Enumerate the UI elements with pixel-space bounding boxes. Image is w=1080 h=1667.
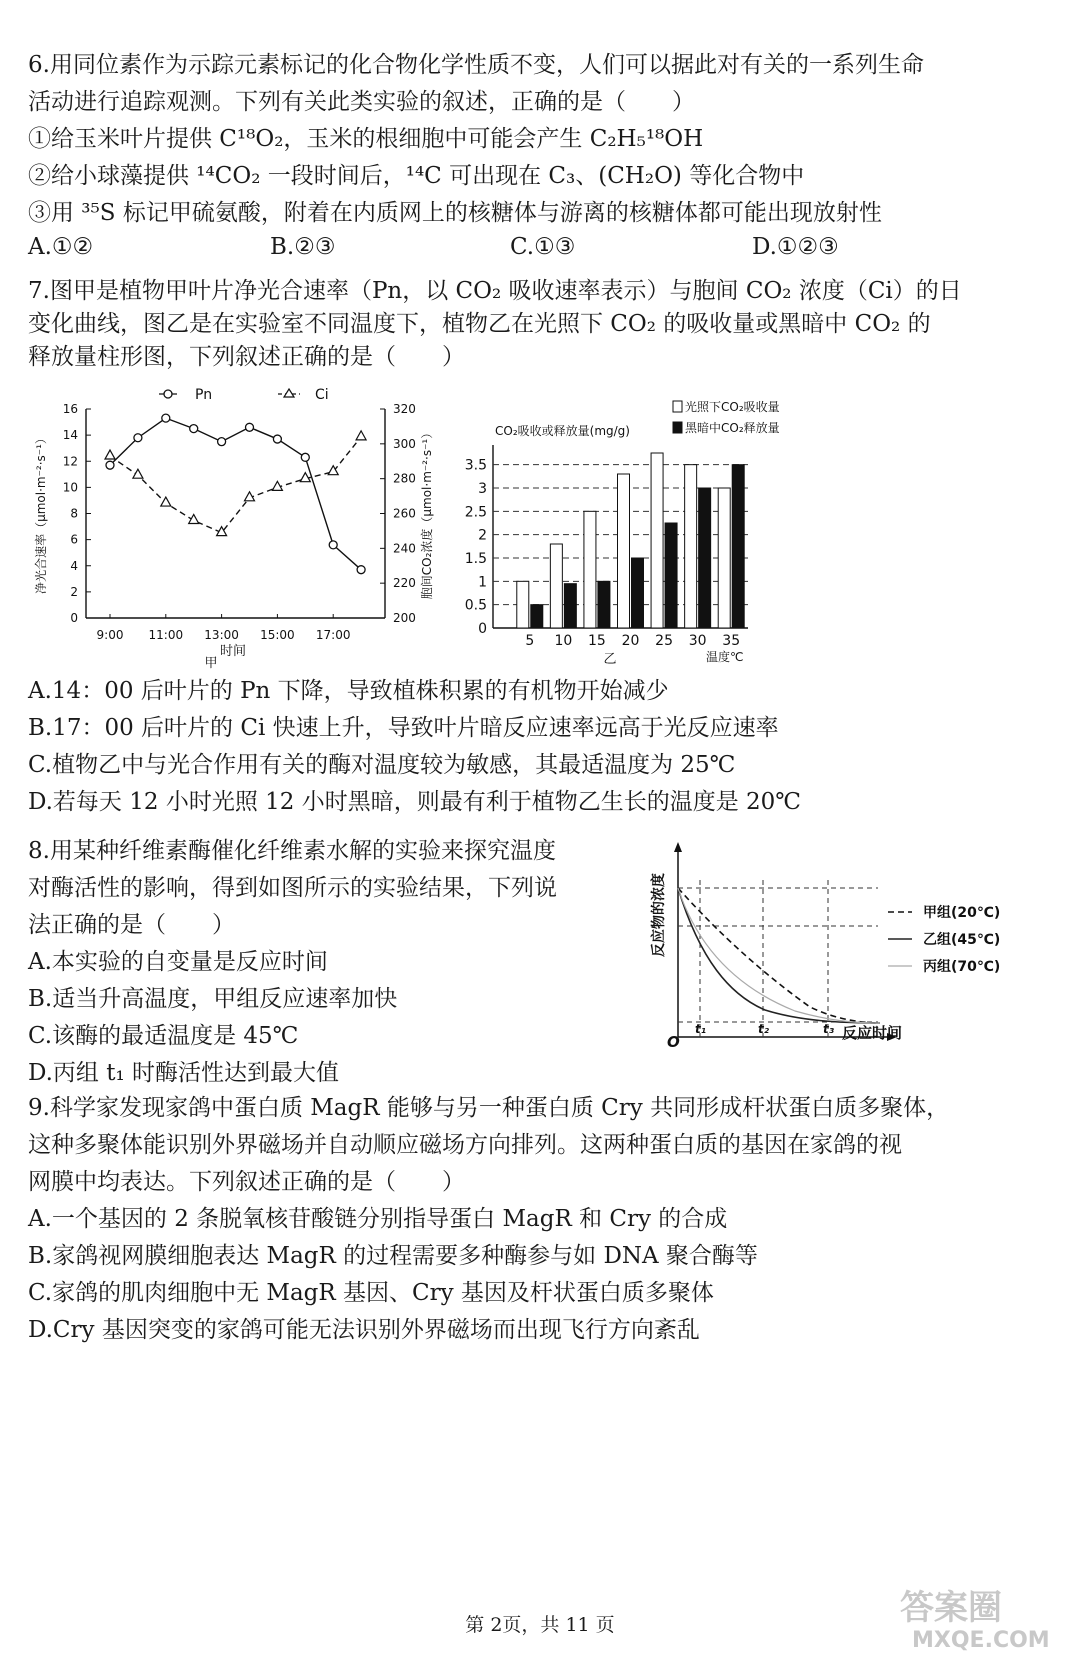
yi-caption: 乙: [603, 652, 617, 667]
pn-point: [273, 435, 281, 443]
yi-title: CO₂吸收或释放量(mg/g): [495, 424, 630, 438]
bar-light-absorption: [685, 465, 697, 628]
q7-option-c: C.植物乙中与光合作用有关的酶对温度较为敏感，其最适温度为 25℃: [28, 752, 736, 778]
figure-enzyme: [645, 835, 1045, 1055]
bar-dark-release: [632, 558, 644, 628]
ci-point: [161, 497, 171, 506]
jia-caption: 甲: [204, 656, 218, 671]
q9-stem-line-2: 这种多聚体能识别外界磁场并自动顺应磁场方向排列。这两种蛋白质的基因在家鸽的视: [28, 1132, 902, 1158]
bar-light-absorption: [517, 581, 529, 628]
q7-option-a: A.14：00 后叶片的 Pn 下降，导致植株积累的有机物开始减少: [28, 678, 669, 704]
jia-right-axis-label: 胞间CO₂浓度（μmol·m⁻²·s⁻¹）: [420, 426, 434, 600]
q6-option-b: B.②③: [270, 234, 336, 260]
pn-point: [218, 438, 226, 446]
q7-option-d: D.若每天 12 小时光照 12 小时黑暗，则最有利于植物乙生长的温度是 20℃: [28, 789, 802, 815]
series-line-ci: [110, 437, 361, 533]
q6-option-a: A.①②: [28, 234, 94, 260]
q6-options: [28, 232, 1028, 262]
tick-t2: t₂: [758, 1022, 769, 1036]
q6-stem-line-2: 活动进行追踪观测。下列有关此类实验的叙述，正确的是（ ）: [28, 89, 695, 115]
jia-right-tick-label: 260: [393, 506, 416, 521]
ci-point: [105, 450, 115, 459]
q6-statement-2: ②给小球藻提供 ¹⁴CO₂ 一段时间后，¹⁴C 可出现在 C₃、(CH₂O) 等化合物中: [28, 163, 805, 189]
jia-right-tick-label: 320: [393, 402, 416, 416]
yi-y-tick-label: 0: [478, 621, 487, 637]
bar-dark-release: [732, 465, 744, 628]
jia-x-tick-label: 13:00: [204, 628, 239, 642]
jia-right-tick-label: 200: [393, 611, 416, 625]
q8-option-d: D.丙组 t₁ 时酶活性达到最大值: [28, 1060, 340, 1086]
jia-left-tick-label: 0: [70, 611, 78, 625]
yi-x-tick-label: 20: [621, 633, 640, 649]
pn-point: [190, 425, 198, 433]
q8-stem-line-1: 8.用某种纤维素酶催化纤维素水解的实验来探究温度: [28, 838, 556, 864]
q7-stem-line-1: 7.图甲是植物甲叶片净光合速率（Pn，以 CO₂ 吸收速率表示）与胞间 CO₂ 浓度（Ci）的日: [28, 278, 962, 304]
legend-dark: 黑暗中CO₂释放量: [685, 421, 780, 435]
yi-x-tick-label: 5: [525, 633, 535, 649]
q6-option-c: C.①③: [510, 234, 576, 260]
bar-light-absorption: [718, 488, 730, 628]
pn-point: [162, 414, 170, 422]
curve-yi-group: [678, 888, 880, 1023]
yi-y-tick-label: 2.5: [464, 504, 487, 521]
pn-point: [329, 541, 337, 549]
watermark-url: MXQE.COM: [912, 1628, 1050, 1653]
figure-yi: [448, 385, 828, 685]
yi-x-axis-label: 温度℃: [706, 650, 744, 664]
q8-option-b: B.适当升高温度，甲组反应速率加快: [28, 986, 398, 1012]
jia-left-tick-label: 8: [70, 506, 78, 521]
pn-point: [301, 453, 309, 461]
q9-stem-line-1: 9.科学家发现家鸽中蛋白质 MagR 能够与另一种蛋白质 Cry 共同形成杆状蛋白质多聚体，: [28, 1095, 950, 1121]
tick-t3: t₃: [823, 1022, 834, 1036]
jia-left-tick-label: 14: [62, 428, 78, 443]
q7-option-b: B.17：00 后叶片的 Ci 快速上升，导致叶片暗反应速率远高于光反应速率: [28, 715, 779, 741]
ci-point: [356, 431, 366, 440]
jia-left-tick-label: 16: [62, 402, 78, 416]
jia-right-tick-label: 280: [393, 471, 416, 486]
q6-statement-1: ①给玉米叶片提供 C¹⁸O₂，玉米的根细胞中可能会产生 C₂H₅¹⁸OH: [28, 126, 704, 152]
page-footer: 第 2页，共 11 页: [465, 1614, 615, 1636]
yi-y-tick-label: 2: [478, 527, 487, 544]
legend-light: 光照下CO₂吸收量: [685, 400, 780, 414]
yi-x-tick-label: 15: [588, 633, 606, 649]
enzyme-x-axis-label: 反应时间: [842, 1024, 903, 1042]
pn-point: [106, 461, 114, 469]
watermark-logo: 答案圈: [900, 1588, 1002, 1628]
jia-left-axis-label: 净光合速率（μmol·m⁻²·s⁻¹）: [34, 432, 48, 594]
jia-left-tick-label: 6: [70, 532, 78, 547]
enzyme-y-axis-label: 反应物的浓度: [651, 873, 667, 957]
bar-light-absorption: [584, 511, 596, 628]
bar-dark-release: [564, 584, 576, 628]
yi-x-tick-label: 30: [688, 633, 707, 649]
bar-dark-release: [665, 523, 677, 628]
q9-stem-line-3: 网膜中均表达。下列叙述正确的是（ ）: [28, 1169, 465, 1195]
q8-option-c: C.该酶的最适温度是 45℃: [28, 1023, 299, 1049]
yi-y-tick-label: 3.5: [464, 457, 487, 474]
tick-t1: t₁: [695, 1022, 706, 1036]
legend-yi-group: 乙组(45℃): [923, 932, 1001, 948]
q7-stem-line-2: 变化曲线，图乙是在实验室不同温度下，植物乙在光照下 CO₂ 的吸收量或黑暗中 CO₂ 的: [28, 311, 931, 337]
jia-left-tick-label: 12: [62, 454, 78, 469]
jia-left-tick-label: 2: [70, 584, 78, 599]
bar-dark-release: [699, 488, 711, 628]
bar-light-absorption: [618, 474, 630, 628]
legend-bing-group: 丙组(70℃): [923, 959, 1001, 975]
series-line-pn: [110, 418, 361, 570]
curve-bing-group: [678, 888, 880, 1023]
pn-point: [357, 566, 365, 574]
bar-light-absorption: [651, 453, 663, 628]
jia-left-tick-label: 10: [62, 480, 78, 495]
jia-x-tick-label: 15:00: [260, 628, 295, 642]
jia-right-tick-label: 220: [393, 576, 416, 591]
legend-pn: Pn: [195, 387, 213, 403]
q9-option-c: C.家鸽的肌肉细胞中无 MagR 基因、Cry 基因及杆状蛋白质多聚体: [28, 1280, 714, 1306]
q6-option-d: D.①②③: [752, 234, 839, 260]
q6-statement-3: ③用 ³⁵S 标记甲硫氨酸，附着在内质网上的核糖体与游离的核糖体都可能出现放射性: [28, 200, 882, 226]
jia-right-tick-label: 240: [393, 541, 416, 556]
figure-jia: [28, 385, 448, 685]
yi-x-tick-label: 25: [655, 633, 673, 649]
jia-x-tick-label: 11:00: [148, 628, 184, 642]
bar-dark-release: [531, 605, 543, 628]
yi-y-tick-label: 1: [478, 574, 487, 591]
q8-option-a: A.本实验的自变量是反应时间: [28, 949, 328, 975]
pn-point: [134, 434, 142, 442]
jia-x-axis-label: 时间: [219, 644, 247, 659]
jia-x-tick-label: 17:00: [315, 628, 351, 642]
yi-x-tick-label: 10: [554, 633, 573, 649]
ci-point: [133, 469, 143, 478]
curve-jia-group: [678, 888, 880, 1023]
yi-y-tick-label: 1.5: [464, 551, 487, 567]
legend-ci: Ci: [315, 387, 329, 403]
bar-light-absorption: [550, 544, 562, 628]
q9-option-a: A.一个基因的 2 条脱氧核苷酸链分别指导蛋白 MagR 和 Cry 的合成: [28, 1206, 728, 1232]
q8-stem-line-3: 法正确的是（ ）: [28, 912, 235, 938]
pn-point: [246, 423, 254, 431]
q8-stem-line-2: 对酶活性的影响，得到如图所示的实验结果，下列说: [28, 875, 557, 901]
legend-jia-group: 甲组(20℃): [923, 905, 1001, 921]
jia-right-tick-label: 300: [393, 436, 416, 451]
bar-dark-release: [598, 581, 610, 628]
q7-stem-line-3: 释放量柱形图，下列叙述正确的是（ ）: [28, 344, 465, 370]
origin-label: O: [667, 1033, 680, 1051]
q9-option-d: D.Cry 基因突变的家鸽可能无法识别外界磁场而出现飞行方向紊乱: [28, 1317, 700, 1343]
yi-x-tick-label: 35: [722, 633, 741, 649]
yi-y-tick-label: 3: [478, 481, 487, 497]
jia-x-tick-label: 9:00: [96, 628, 124, 642]
q6-stem-line-1: 6.用同位素作为示踪元素标记的化合物化学性质不变，人们可以据此对有关的一系列生命: [28, 52, 924, 78]
yi-y-tick-label: 0.5: [464, 597, 487, 614]
jia-left-tick-label: 4: [70, 558, 78, 573]
q9-option-b: B.家鸽视网膜细胞表达 MagR 的过程需要多种酶参与如 DNA 聚合酶等: [28, 1243, 758, 1269]
